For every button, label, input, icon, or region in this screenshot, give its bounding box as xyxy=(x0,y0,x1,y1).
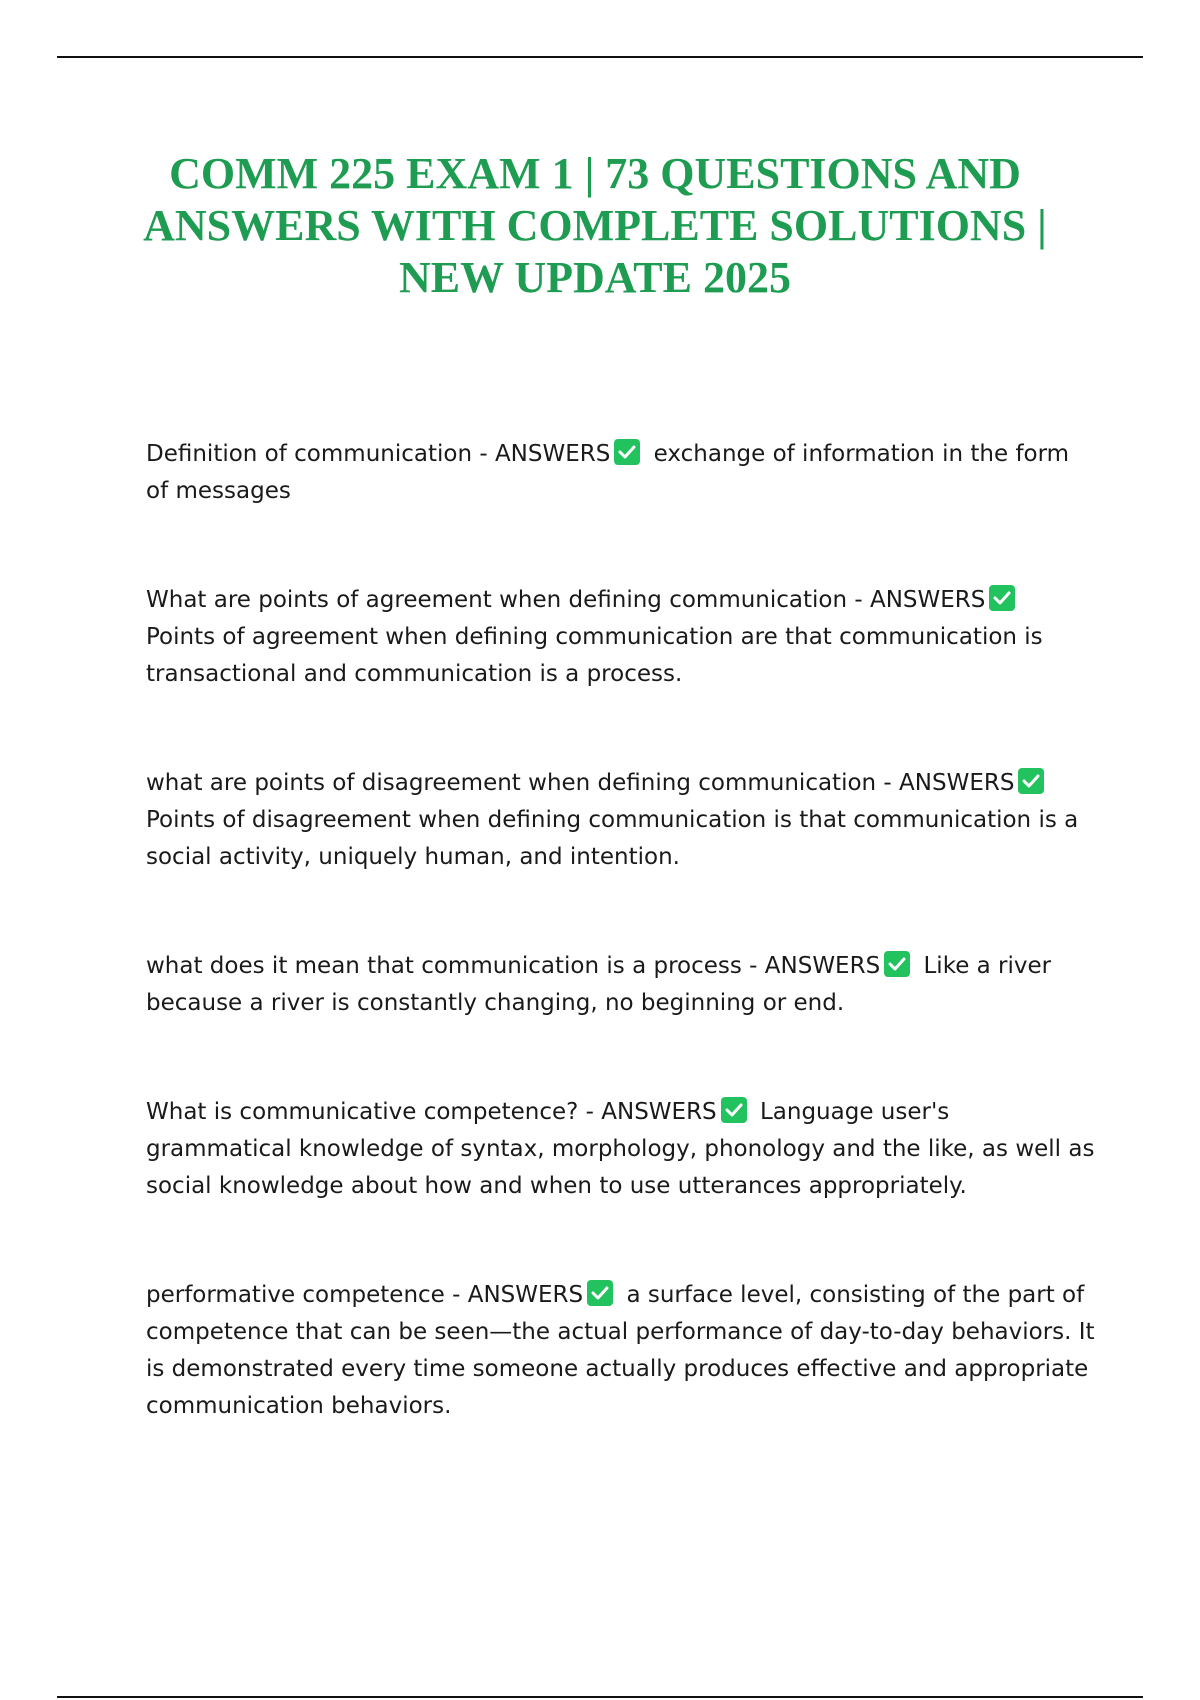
answer-text: exchange of information in the form of messages xyxy=(146,441,1070,504)
qa-item xyxy=(146,948,1096,1022)
qa-item xyxy=(146,765,1096,876)
answer-text: Language user's grammatical knowledge of syntax, morphology, phonology and the like, as well as social knowledge about how and when to use utterances appropriately. xyxy=(146,1099,1095,1199)
check-box-icon xyxy=(587,1280,613,1306)
answer-text: Points of agreement when defining communication are that communication is transactional and communication is a process. xyxy=(146,624,1043,687)
qa-item xyxy=(146,436,1096,510)
question-text: what does it mean that communication is a process - ANSWERS xyxy=(146,953,881,979)
question-text: What are points of agreement when defining communication - ANSWERS xyxy=(146,587,986,613)
check-box-icon xyxy=(721,1097,747,1123)
bottom-divider xyxy=(57,1696,1143,1698)
question-text: performative competence - ANSWERS xyxy=(146,1282,584,1308)
document-title: COMM 225 EXAM 1 | 73 QUESTIONS AND ANSWERS WITH COMPLETE SOLUTIONS | NEW UPDATE 2025 xyxy=(143,149,1047,302)
qa-item xyxy=(146,1094,1096,1205)
answer-text: Like a river because a river is constantly changing, no beginning or end. xyxy=(146,953,1052,1016)
check-box-icon xyxy=(1018,768,1044,794)
question-text: Definition of communication - ANSWERS xyxy=(146,441,611,467)
question-text: What is communicative competence? - ANSWERS xyxy=(146,1099,717,1125)
check-box-icon xyxy=(614,439,640,465)
answer-text: Points of disagreement when defining communication is that communication is a social activity, uniquely human, and intention. xyxy=(146,807,1079,870)
qa-item xyxy=(146,582,1096,693)
answer-text: a surface level, consisting of the part of competence that can be seen—the actual performance of day-to-day behaviors. It is demonstrated every time someone actually produces effective and appropriate communication behaviors. xyxy=(146,1282,1095,1419)
top-divider xyxy=(57,56,1143,58)
qa-list xyxy=(146,436,1096,1497)
check-box-icon xyxy=(884,951,910,977)
qa-item xyxy=(146,1277,1096,1425)
question-text: what are points of disagreement when defining communication - ANSWERS xyxy=(146,770,1015,796)
check-box-icon xyxy=(989,585,1015,611)
